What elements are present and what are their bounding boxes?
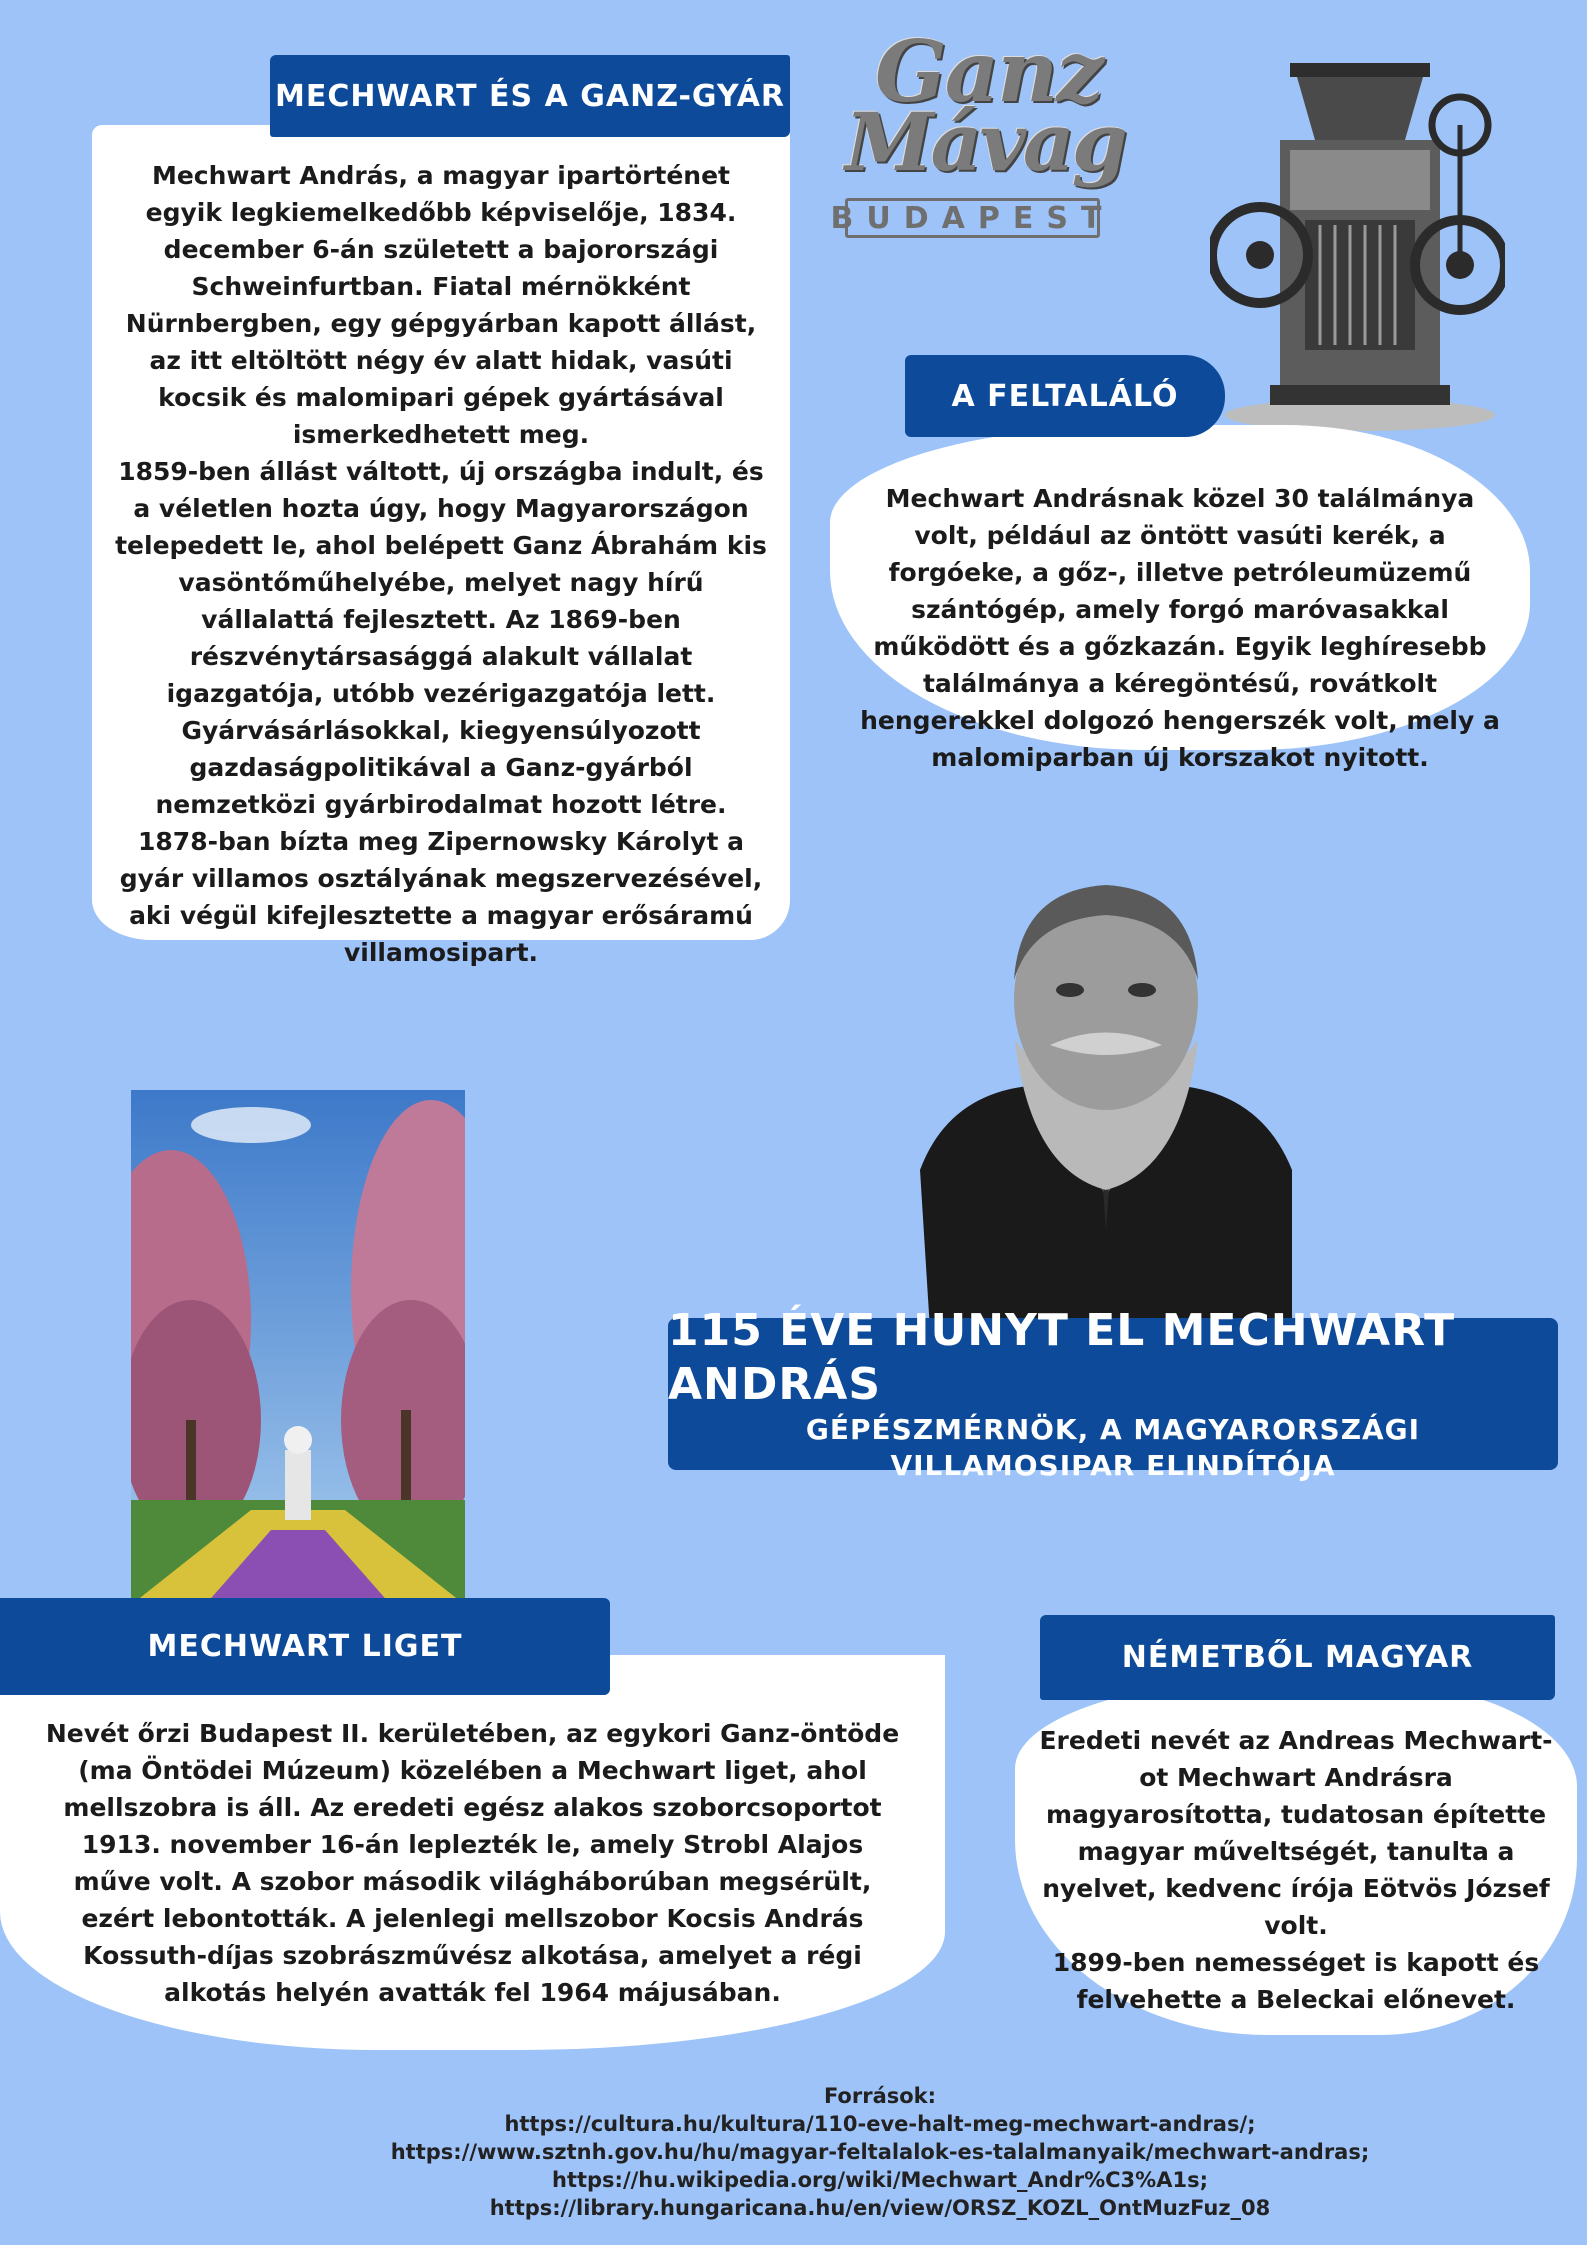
logo-budapest: BUDAPEST bbox=[845, 198, 1100, 238]
sources-text: https://cultura.hu/kultura/110-eve-halt-meg-mechwart-andras/; https://www.sztnh.gov.hu/hu/magyar-feltalalok-es-talalmanyaik/mechwart-andras; https://hu.wikipedia.org/wiki/Mechwart_Andr%C3%A1s; https://library.hungaricana.hu/en/view/ORSZ_KOZL_OntMuzFuz_08 bbox=[390, 2112, 1370, 2220]
ganz-text-card bbox=[92, 125, 790, 967]
liget-title-text: MECHWART LIGET bbox=[147, 1629, 463, 1664]
hungarian-title-text: NÉMETBŐL MAGYAR bbox=[1121, 1640, 1474, 1675]
inventor-title bbox=[905, 355, 1225, 437]
liget-text: Nevét őrzi Budapest II. kerületében, az egykori Ganz-öntöde (ma Öntödei Múzeum) közelében a Mechwart liget, ahol mellszobra is áll. Az eredeti egész alakos szoborcsoportot 1913. november 16-án leplezték le, amely Strobl Alajos műve volt. A szobor második világháborúban megsérült, ezért lebontották. A jelenlegi mellszobor Kocsis András Kossuth-díjas szobrászművész alkotása, amelyet a régi alkotás helyén avatták fel 1964 májusában. bbox=[45, 1719, 900, 2007]
liget-text-card bbox=[0, 1655, 945, 2050]
mechwart-park-photo bbox=[131, 1090, 465, 1605]
inventor-title-text: A FELTALÁLÓ bbox=[951, 378, 1179, 414]
ganz-title-text: MECHWART ÉS A GANZ-GYÁR bbox=[274, 78, 786, 114]
roller-mill-image bbox=[1210, 55, 1505, 435]
mechwart-portrait bbox=[920, 870, 1292, 1330]
sources bbox=[280, 2082, 1480, 2222]
liget-title bbox=[0, 1598, 610, 1695]
ganz-title bbox=[270, 55, 790, 137]
inventor-text: Mechwart Andrásnak közel 30 találmánya volt, például az öntött vasúti kerék, a forgóeke, a gőz-, illetve petróleumüzemű szántógép, amely forgó maróvasakkal működött és a gőzkazán. Egyik leghíresebb találmánya a kéregöntésű, rovátkolt hengerekkel dolgozó hengerszék volt, mely a malomiparban új korszakot nyitott. bbox=[860, 484, 1500, 772]
headline-subtitle: GÉPÉSZMÉRNÖK, A MAGYARORSZÁGI VILLAMOSIPAR ELINDÍTÓJA bbox=[805, 1413, 1421, 1482]
headline-title: 115 ÉVE HUNYT EL MECHWART ANDRÁS bbox=[668, 1305, 1456, 1410]
ganz-text: Mechwart András, a magyar ipartörténet egyik legkiemelkedőbb képviselője, 1834. december 6-án született a bajorországi Schweinfurtban. Fiatal mérnökként Nürnbergben, egy gépgyárban kapott állást, az itt eltöltött négy év alatt hidak, vasúti kocsik és malomipari gépek gyártásával ismerkedhetett meg. 1859-ben állást váltott, új országba indult, és a véletlen hozta úgy, hogy Magyarországon telepedett le, ahol belépett Ganz Ábrahám kis vasöntőműhelyébe, melyet nagy hírű vállalattá fejlesztett. Az 1869-ben részvénytársasággá alakult vállalat igazgatója, utóbb vezérigazgatója lett. Gyárvásárlásokkal, kiegyensúlyozott gazdaságpolitikával a Ganz-gyárból nemzetközi gyárbirodalmat hozott létre. 1878-ban bízta meg Zipernowsky Károlyt a gyár villamos osztályának megszervezésével, aki végül kifejlesztette a magyar erősáramú villamosipart. bbox=[115, 161, 767, 967]
hungarian-text-card bbox=[1015, 1680, 1577, 2035]
logo-mavag: Mávag bbox=[845, 95, 1125, 189]
headline-banner bbox=[668, 1305, 1558, 1482]
logo-ganz: Ganz bbox=[875, 22, 1102, 121]
hungarian-text: Eredeti nevét az Andreas Mechwart-ot Mechwart Andrásra magyarosította, tudatosan építette magyar műveltségét, tanulta a nyelvet, kedvenc írója Eötvös József volt. 1899-ben nemességet is kapott és felvehette a Beleckai előnevet. bbox=[1039, 1726, 1553, 2014]
ganz-mavag-logo bbox=[830, 22, 1125, 250]
sources-label: Források: bbox=[823, 2084, 937, 2108]
inventor-text-card bbox=[830, 425, 1530, 772]
hungarian-title bbox=[1040, 1615, 1555, 1700]
